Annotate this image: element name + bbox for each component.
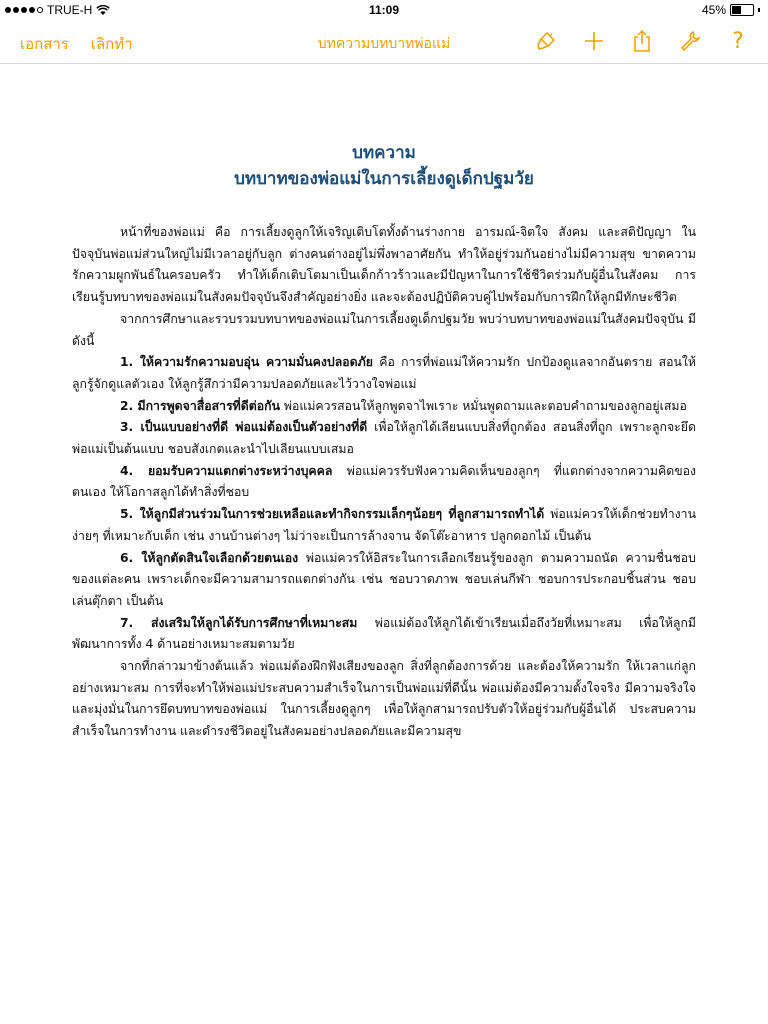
intro-paragraph: หน้าที่ของพ่อแม่ คือ การเลี้ยงดูลูกให้เจริญเติบโตทั้งด้านร่างกาย อารมณ์-จิตใจ สังคม และสติปัญญา ในปัจจุบันพ่อแม่ส่วนใหญ่ไม่มีเวลาอยู่กับลูก ต่างคนต่างอยู่ไม่พึ่งพาอาศัยกัน ทำให้อยู่ร่วมกันอย่างไม่มีความสุข ขาดความรักความผูกพันธ์ในครอบครัว ทำให้เด็กเติบโตมาเป็นเด็กก้าวร้าวและมีปัญหาในการใช้ชีวิตร่วมกับผู้อื่นในสังคม การเรียนรู้บทบาทของพ่อแม่ในสังคมปัจจุบันจึงสำคัญอย่างยิ่ง และจะต้องปฏิบัติควบคู่ไปพร้อมกับการฝึกให้ลูกมีทักษะชีวิต [72, 225, 696, 305]
doc-title-line1: บทความ [352, 143, 416, 163]
carrier-name: TRUE-H [47, 3, 93, 17]
list-item: 6. ให้ลูกตัดสินใจเลือกด้วยตนเอง พ่อแม่ควรให้อิสระในการเลือกเรียนรู้ของลูก ตามความถนัด ความชื่นชอบของแต่ละคน เพราะเด็กจะมีความสามารถแตกต่างกัน เช่น ชอบวาดภาพ ชอบเล่นกีฬา ชอบการประกอบชิ้นส่วน ชอบเล่นตุ๊กตา เป็นต้น [72, 550, 696, 608]
battery-percent: 45% [701, 3, 726, 17]
undo-button[interactable]: เลิกทำ [90, 35, 133, 53]
doc-content [72, 222, 696, 743]
status-time: 11:09 [368, 3, 400, 17]
document-body[interactable] [72, 140, 696, 743]
documents-button[interactable]: เอกสาร [20, 35, 69, 53]
toolbar [0, 20, 768, 64]
document-title[interactable]: บทความบทบาทพ่อแม่ [317, 36, 451, 52]
wrench-icon[interactable] [678, 29, 702, 53]
battery-icon [730, 4, 754, 16]
conclusion-paragraph: จากที่กล่าวมาข้างต้นแล้ว พ่อแม่ต้องฝึกฟังเสียงของลูก สิ่งที่ลูกต้องการด้วย และต้องให้ความรัก ให้เวลาแก่ลูกอย่างเหมาะสม การที่จะทำให้พ่อแม่ประสบความสำเร็จในการเป็นพ่อแม่ที่ดีนั้น พ่อแม่ต้องมีความตั้งใจจริง มีความจริงใจ และมุ่งมั่นในการยึดบทบาทของพ่อแม่ ในการเลี้ยงดูลูกๆ เพื่อให้ลูกสามารถปรับตัวให้อยู่ร่วมกับผู้อื่นได้ ประสบความสำเร็จในการทำงาน และดำรงชีวิตอยู่ในสังคมอย่างปลอดภัยและมีความสุข [72, 659, 696, 739]
add-icon[interactable] [582, 29, 606, 53]
list-item: 1. ให้ความรักความอบอุ่น ความมั่นคงปลอดภัย คือ การที่พ่อแม่ให้ความรัก ปกป้องดูแลจากอันตราย สอนให้ลูกรู้จักดูแลตัวเอง ให้ลูกรู้สึกว่ามีความปลอดภัยและไว้วางใจพ่อแม่ [72, 355, 696, 391]
doc-title [72, 140, 696, 192]
help-icon[interactable] [726, 29, 750, 53]
list-item: 4. ยอมรับความแตกต่างระหว่างบุคคล พ่อแม่ควรรับฟังความคิดเห็นของลูกๆ ที่แตกต่างจากความคิดของตนเอง ให้โอกาสลูกได้ทำสิ่งที่ชอบ [72, 463, 696, 500]
toolbar-right [534, 29, 750, 53]
list-item: 7. ส่งเสริมให้ลูกได้รับการศึกษาที่เหมาะสม พ่อแม่ต้องให้ลูกได้เข้าเรียนเมื่อถึงวัยที่เหมาะสม เพื่อให้ลูกมีพัฒนาการทั้ง 4 ด้านอย่างเหมาะสมตามวัย [72, 615, 697, 652]
help-glyph: ? [732, 28, 744, 54]
list-item: 2. มีการพูดจาสื่อสารที่ดีต่อกัน พ่อแม่ควรสอนให้ลูกพูดจาไพเราะ หมั่นพูดถามและตอบคำถามของลูกอยู่เสมอ [120, 398, 687, 413]
doc-title-line2: บทบาทของพ่อแม่ในการเลี้ยงดูเด็กปฐมวัย [234, 169, 534, 189]
status-right [702, 3, 760, 17]
status-bar [0, 0, 768, 20]
brush-icon[interactable] [534, 29, 558, 53]
list-item: 5. ให้ลูกมีส่วนร่วมในการช่วยเหลือและทำกิจกรรมเล็กๆน้อยๆ ที่ลูกสามารถทำได้ พ่อแม่ควรให้เด็กช่วยทำงานง่ายๆ ที่เหมาะกับเด็ก เช่น งานบ้านต่างๆ ไม่ว่าจะเป็นการล้างจาน จัดโต๊ะอาหาร ปลูกดอกไม้ เป็นต้น [72, 507, 696, 543]
list-item: 3. เป็นแบบอย่างที่ดี พ่อแม่ต้องเป็นตัวอย่างที่ดี เพื่อให้ลูกได้เลียนแบบสิ่งที่ถูกต้อง สอนสิ่งที่ถูก เพราะลูกจะยึดพ่อแม่เป็นต้นแบบ ชอบสังเกตและนำไปเลียนแบบเสมอ [72, 420, 696, 457]
lead-paragraph: จากการศึกษาและรวบรวมบทบาทของพ่อแม่ในการเลี้ยงดูเด็กปฐมวัย พบว่าบทบาทของพ่อแม่ในสังคมปัจจุบัน มีดังนี้ [72, 311, 696, 348]
share-icon[interactable] [630, 29, 654, 53]
